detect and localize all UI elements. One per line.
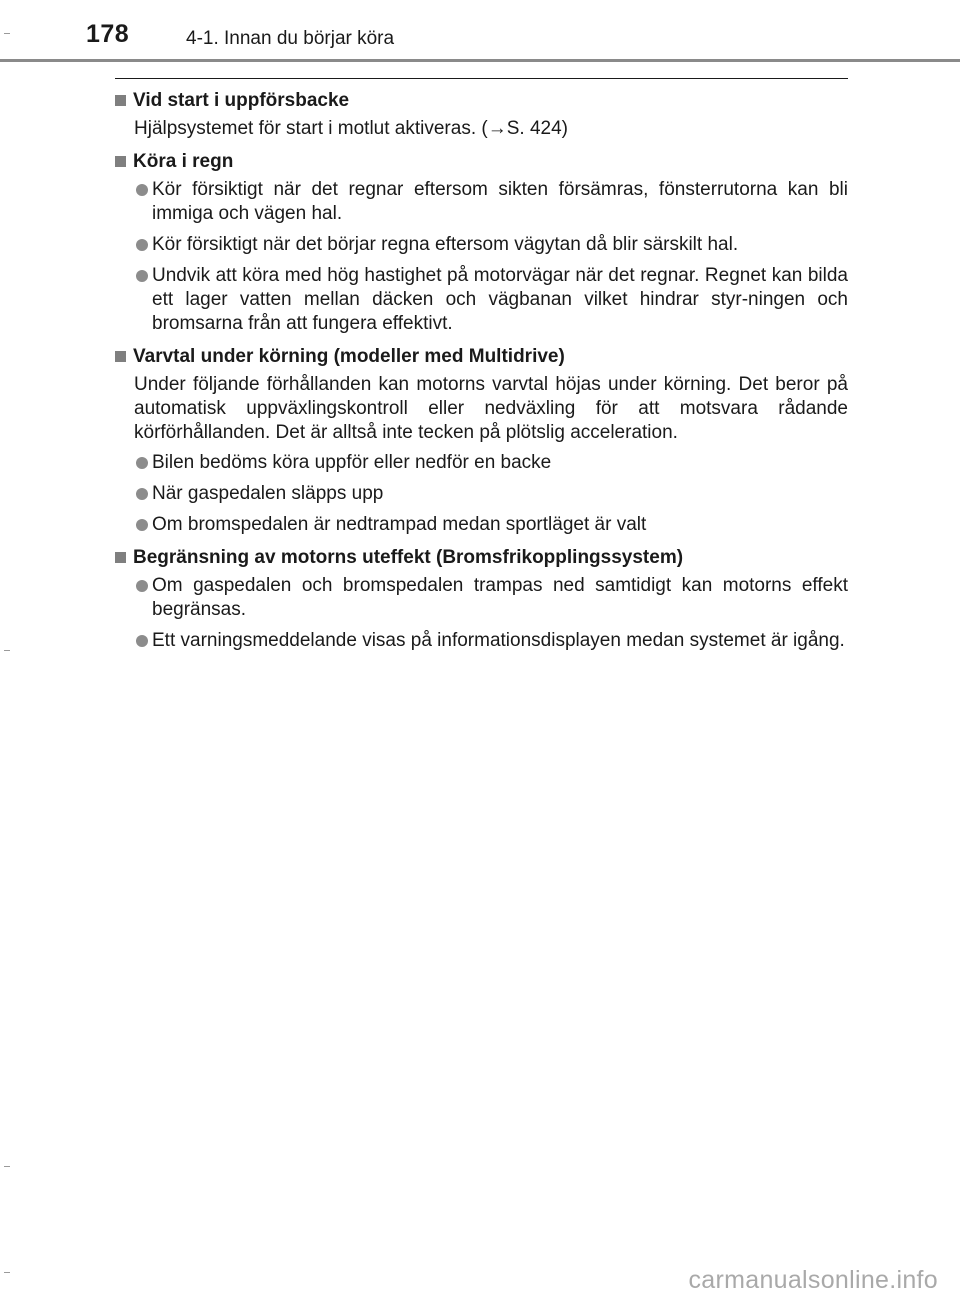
list-item-text: Undvik att köra med hög hastighet på motorvägar när det regnar. Regnet kan bilda ett lager vatten mellan däcken och vägbanan vilket hindrar styr-ningen och bromsarna från att fungera effektivt. [152, 265, 848, 334]
crop-mark [4, 1272, 10, 1273]
circle-bullet-icon [136, 270, 148, 282]
list-item [115, 629, 848, 653]
circle-bullet-icon [136, 184, 148, 196]
section-paragraph: Hjälpsystemet för start i motlut aktiveras. (→S. 424) [134, 118, 568, 139]
heading-text: Köra i regn [133, 151, 234, 172]
section-heading [115, 89, 848, 113]
circle-bullet-icon [136, 580, 148, 592]
list-item-text: När gaspedalen släpps upp [152, 483, 384, 504]
square-bullet-icon [115, 552, 126, 563]
list-item-text: Om bromspedalen är nedtrampad medan sportläget är valt [152, 514, 647, 535]
section-heading [115, 546, 848, 570]
page-header [0, 0, 960, 62]
circle-bullet-icon [136, 635, 148, 647]
crop-mark [4, 1166, 10, 1167]
circle-bullet-icon [136, 457, 148, 469]
list-item [115, 178, 848, 226]
list-item-text: Bilen bedöms köra uppför eller nedför en backe [152, 452, 552, 473]
list-item [115, 451, 848, 475]
list-item [115, 264, 848, 336]
square-bullet-icon [115, 351, 126, 362]
list-item-text: Ett varningsmeddelande visas på informationsdisplayen medan systemet är igång. [152, 630, 845, 651]
manual-content [115, 89, 848, 660]
heading-text: Varvtal under körning (modeller med Multidrive) [133, 346, 565, 367]
crop-mark [4, 33, 10, 34]
section-heading [115, 150, 848, 174]
circle-bullet-icon [136, 488, 148, 500]
list-item-text: Kör försiktigt när det regnar eftersom sikten försämras, fönsterrutorna kan bli immiga och vägen hal. [152, 179, 848, 224]
section-heading [115, 345, 848, 369]
section-paragraph: Under följande förhållanden kan motorns varvtal höjas under körning. Det beror på automatisk uppväxlingskontroll eller nedväxling för att motsvara rådande körförhållanden. Det är alltså inte tecken på plötslig acceleration. [134, 374, 848, 443]
heading-text: Vid start i uppförsbacke [133, 90, 350, 111]
list-item-text: Kör försiktigt när det börjar regna eftersom vägytan då blir särskilt hal. [152, 234, 739, 255]
content-divider [115, 78, 848, 79]
heading-text: Begränsning av motorns uteffekt (Bromsfrikopplingssystem) [133, 547, 684, 568]
page-number: 178 [86, 20, 130, 48]
square-bullet-icon [115, 156, 126, 167]
watermark: carmanualsonline.info [688, 1266, 938, 1294]
list-item [115, 513, 848, 537]
list-item-text: Om gaspedalen och bromspedalen trampas ned samtidigt kan motorns effekt begränsas. [152, 575, 848, 620]
list-item [115, 233, 848, 257]
circle-bullet-icon [136, 239, 148, 251]
list-item [115, 574, 848, 622]
header-divider [0, 59, 960, 62]
list-item [115, 482, 848, 506]
crop-mark [4, 650, 10, 651]
circle-bullet-icon [136, 519, 148, 531]
section-title: 4-1. Innan du börjar köra [186, 28, 395, 49]
square-bullet-icon [115, 95, 126, 106]
